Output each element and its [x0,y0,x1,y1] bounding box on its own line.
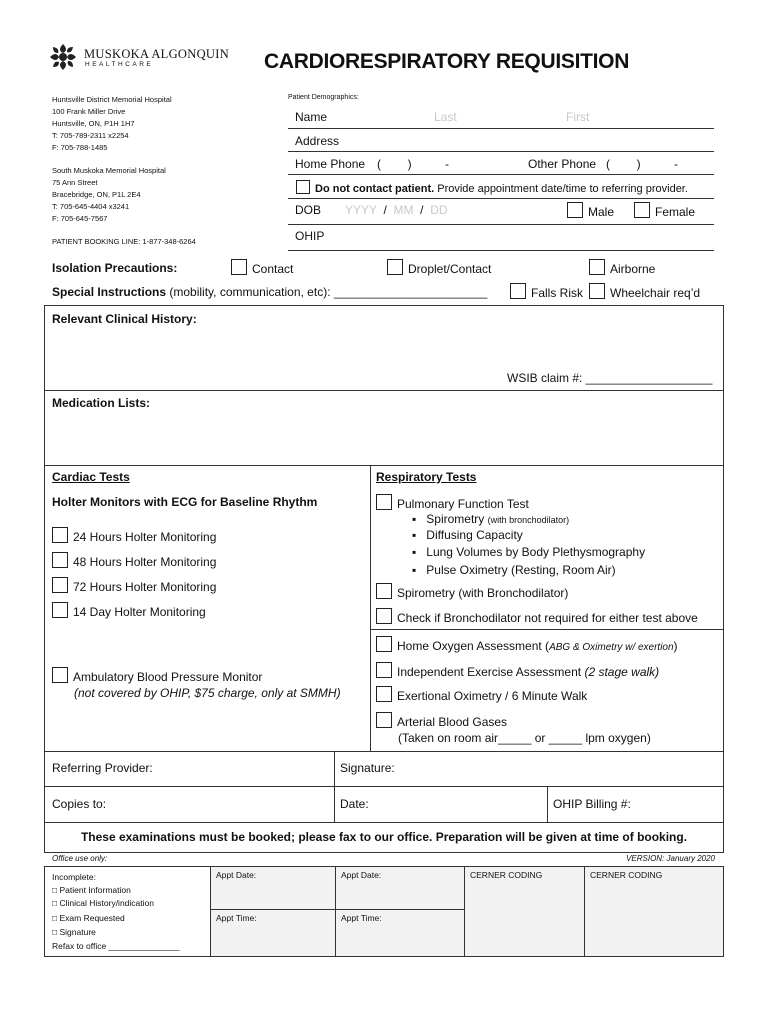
holter-14-checkbox[interactable] [52,602,68,618]
wheelchair-checkbox[interactable] [589,283,605,299]
dob-slash: / [383,203,387,217]
diffusing-label: Diffusing Capacity [426,528,523,542]
ohip-billing-field[interactable]: OHIP Billing #: [553,797,631,811]
pft-label: Pulmonary Function Test [397,497,529,511]
divider [288,198,714,199]
appt-time-1[interactable]: Appt Time: [216,913,257,923]
divider [210,909,464,910]
independent-option[interactable] [376,662,659,679]
dob-slash: / [420,203,424,217]
hospital-fax: F: 705-788-1485 [52,143,108,152]
cerner-coding-2[interactable]: CERNER CODING [590,870,663,880]
clinical-history-field[interactable] [48,330,718,370]
hospital-city: Huntsville, ON, P1H 1H7 [52,119,135,128]
date-field[interactable]: Date: [340,797,369,811]
column-divider [335,866,336,957]
hospital-fax: F: 705-645-7567 [52,214,108,223]
home-oxygen-paren: ) [673,639,678,653]
female-checkbox[interactable] [634,202,650,218]
ambulatory-note: (not covered by OHIP, $75 charge, only at SMMH) [74,686,341,700]
divider [44,786,724,787]
cardiac-heading: Cardiac Tests [52,470,130,484]
no-contact-bold: Do not contact patient. [315,183,435,195]
special-line: (mobility, communication, etc): _______________________ [166,285,488,299]
respiratory-heading: Respiratory Tests [376,470,477,484]
column-divider [370,465,371,751]
no-contact-text: Provide appointment date/time to referring provider. [434,183,688,195]
no-contact-option[interactable] [296,180,688,195]
falls-option[interactable] [510,283,583,300]
bullet-icon: ▪ [412,528,417,542]
divider [288,250,714,251]
falls-label: Falls Risk [531,286,584,300]
incomplete-item[interactable]: □ Exam Requested [52,913,125,923]
incomplete-item[interactable]: □ Patient Information [52,885,131,895]
home-phone-label: Home Phone [295,157,366,171]
logo-sub: HEALTHCARE [85,61,154,68]
divider [288,128,714,129]
version-label: VERSION: January 2020 [626,854,715,863]
holter-48-checkbox[interactable] [52,552,68,568]
droplet-option[interactable] [387,259,491,276]
wheelchair-label: Wheelchair req’d [610,286,701,300]
spirometry-option[interactable] [376,583,568,600]
hospital-south-muskoka [52,165,252,225]
abg-checkbox[interactable] [376,712,392,728]
isolation-label: Isolation Precautions: [52,261,178,275]
hospital-city: Bracebridge, ON, P1L 2E4 [52,190,141,199]
abg-note[interactable]: (Taken on room air_____ or _____ lpm oxygen) [398,731,651,745]
cerner-coding-1[interactable]: CERNER CODING [470,870,543,880]
pft-subitem [412,528,523,542]
holter-14-label: 14 Day Holter Monitoring [73,605,206,619]
contact-checkbox[interactable] [231,259,247,275]
wheelchair-option[interactable] [589,283,700,300]
exertional-label: Exertional Oximetry / 6 Minute Walk [397,689,588,703]
incomplete-item[interactable]: □ Clinical History/indication [52,898,154,908]
hospital-address: 100 Frank Miller Drive [52,107,126,116]
exertional-checkbox[interactable] [376,686,392,702]
ambulatory-bp-label: Ambulatory Blood Pressure Monitor [73,670,263,684]
special-instructions[interactable] [52,285,487,299]
appt-time-2[interactable]: Appt Time: [341,913,382,923]
copies-to-field[interactable]: Copies to: [52,797,107,811]
divider [288,151,714,152]
spiro-small: (with bronchodilator) [487,515,570,525]
holter-24-checkbox[interactable] [52,527,68,543]
spirometry-checkbox[interactable] [376,583,392,599]
medication-label: Medication Lists: [52,396,151,410]
falls-checkbox[interactable] [510,283,526,299]
home-oxygen-label: Home Oxygen Assessment ( [397,639,550,653]
spirometry-label: Spirometry (with Bronchodilator) [397,586,569,600]
incomplete-item[interactable]: □ Signature [52,927,96,937]
divider [288,174,714,175]
dob-field[interactable] [345,203,448,217]
ohip-label: OHIP [295,229,325,243]
home-oxygen-checkbox[interactable] [376,636,392,652]
address-label: Address [295,134,340,148]
pft-subitem [412,545,645,559]
divider [44,390,724,391]
bronch-checkbox[interactable] [376,608,392,624]
hospital-name: Huntsville District Memorial Hospital [52,95,172,104]
pft-subitem [412,563,616,577]
hospital-address: 75 Ann Street [52,178,98,187]
divider [370,629,724,630]
holter-72-label: 72 Hours Holter Monitoring [73,580,217,594]
bronch-label: Check if Bronchodilator not required for either test above [397,611,698,625]
abg-label: Arterial Blood Gases [397,715,508,729]
hospital-phone: T: 705-789-2311 x2254 [52,131,129,140]
exertional-option[interactable] [376,686,587,703]
logo-mark-icon [48,42,78,72]
holter-24-option[interactable] [52,527,216,544]
home-oxygen-option[interactable] [376,636,678,653]
hospital-name: South Muskoka Memorial Hospital [52,166,166,175]
demographics-heading: Patient Demographics: [288,94,359,101]
column-divider [210,866,211,957]
holter-48-option[interactable] [52,552,216,569]
airborne-label: Airborne [610,262,656,276]
airborne-checkbox[interactable] [589,259,605,275]
male-label: Male [588,205,615,219]
signature-field[interactable]: Signature: [340,761,395,775]
dob-label: DOB [295,203,322,217]
airborne-option[interactable] [589,259,655,276]
bullet-icon: ▪ [412,563,417,577]
page-title: CARDIORESPIRATORY REQUISITION [264,50,630,73]
column-divider [547,786,548,822]
female-label: Female [655,205,696,219]
holter-72-option[interactable] [52,577,216,594]
pft-option[interactable] [376,494,529,511]
logo-name: MUSKOKA ALGONQUIN [84,47,230,61]
holter-heading: Holter Monitors with ECG for Baseline Rhythm [52,495,318,509]
abg-option[interactable] [376,712,507,729]
first-name-field[interactable]: First [566,110,590,124]
appt-date-1[interactable]: Appt Date: [216,870,257,880]
ambulatory-bp-checkbox[interactable] [52,667,68,683]
incomplete-label: Incomplete: [52,872,96,882]
clinical-history-label: Relevant Clinical History: [52,312,197,326]
divider [44,465,724,466]
male-option[interactable] [567,202,614,219]
office-use-label: Office use only: [52,854,108,863]
independent-checkbox[interactable] [376,662,392,678]
pft-checkbox[interactable] [376,494,392,510]
refax-field[interactable]: Refax to office _______________ [52,941,180,951]
female-option[interactable] [634,202,695,219]
bronch-option[interactable] [376,608,698,625]
independent-note: (2 stage walk) [584,665,660,679]
droplet-checkbox[interactable] [387,259,403,275]
divider [288,224,714,225]
ambulatory-bp-option[interactable] [52,667,262,684]
pft-subitem [412,512,569,526]
wsib-claim-field[interactable]: WSIB claim #: ___________________ [507,371,713,385]
lung-volumes-label: Lung Volumes by Body Plethysmography [426,545,646,559]
booking-notice: These examinations must be booked; please fax to our office. Preparation will be given at time of booking. [80,830,688,844]
dob-day: DD [430,203,448,217]
pulse-ox-label: Pulse Oximetry (Resting, Room Air) [426,563,616,577]
other-phone-label: Other Phone [528,157,597,171]
bullet-icon: ▪ [412,512,417,526]
hospital-huntsville [52,94,252,154]
name-label: Name [295,110,328,124]
droplet-label: Droplet/Contact [408,262,492,276]
appt-date-2[interactable]: Appt Date: [341,870,382,880]
home-oxygen-note: ABG & Oximetry w/ exertion [549,642,674,653]
address-field[interactable] [345,132,713,150]
ohip-field[interactable] [335,227,713,247]
holter-72-checkbox[interactable] [52,577,68,593]
logo [48,42,230,74]
divider [44,751,724,752]
holter-48-label: 48 Hours Holter Monitoring [73,555,217,569]
column-divider [584,866,585,957]
home-phone-field[interactable]: ( ) - [377,157,449,171]
male-checkbox[interactable] [567,202,583,218]
office-shaded-area [210,867,723,956]
contact-label: Contact [252,262,294,276]
holter-24-label: 24 Hours Holter Monitoring [73,530,217,544]
last-name-field[interactable]: Last [434,110,457,124]
special-label: Special Instructions [52,285,167,299]
divider [44,822,724,823]
referring-provider-field[interactable]: Referring Provider: [52,761,153,775]
column-divider [464,866,465,957]
spiro-main: Spirometry [426,512,485,526]
no-contact-checkbox[interactable] [296,180,310,194]
dob-year: YYYY [345,203,377,217]
other-phone-field[interactable]: ( ) - [606,157,678,171]
holter-14-option[interactable] [52,602,206,619]
independent-label: Independent Exercise Assessment [397,665,585,679]
incomplete-list [52,870,179,953]
booking-line: PATIENT BOOKING LINE: 1-877-348-6264 [52,237,196,246]
dob-month: MM [393,203,414,217]
contact-option[interactable] [231,259,293,276]
hospital-phone: T: 705-645-4404 x3241 [52,202,130,211]
medication-field[interactable] [48,414,718,462]
bullet-icon: ▪ [412,545,417,559]
